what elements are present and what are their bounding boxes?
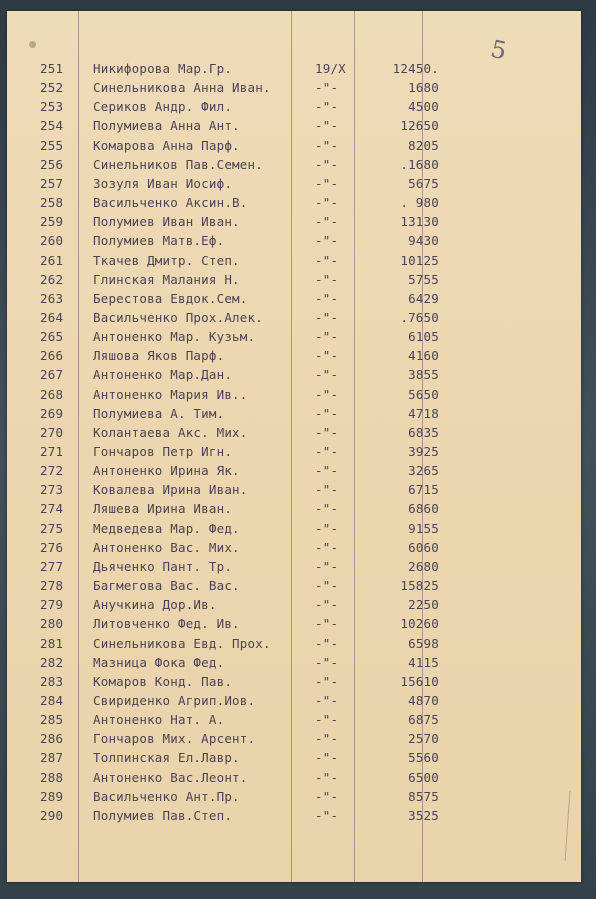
row-date: -"- bbox=[315, 348, 339, 364]
row-amount: . 980 bbox=[400, 195, 439, 211]
row-number: 274 bbox=[40, 501, 64, 517]
row-name: Свириденко Агрип.Иов. bbox=[93, 692, 256, 708]
row-date: -"- bbox=[315, 99, 339, 115]
row-number: 268 bbox=[40, 386, 64, 402]
row-amount: 4115 bbox=[408, 654, 439, 670]
row-number: 277 bbox=[40, 558, 64, 574]
ledger-row bbox=[7, 404, 581, 423]
ledger-row bbox=[7, 519, 581, 538]
row-name: Дьяченко Пант. Тр. bbox=[93, 558, 233, 574]
row-number: 251 bbox=[40, 61, 64, 76]
row-date: -"- bbox=[315, 616, 339, 632]
row-date: -"- bbox=[315, 195, 339, 211]
row-number: 279 bbox=[40, 597, 64, 613]
ledger-row bbox=[7, 691, 581, 710]
row-amount: 6835 bbox=[408, 424, 439, 440]
row-name: Антоненко Ирина Як. bbox=[93, 463, 240, 479]
ledger-row bbox=[7, 480, 581, 499]
row-date: -"- bbox=[315, 769, 339, 785]
row-date: -"- bbox=[315, 156, 339, 172]
ledger-row bbox=[7, 461, 581, 480]
row-number: 259 bbox=[40, 214, 64, 230]
row-date: -"- bbox=[315, 424, 339, 440]
row-number: 265 bbox=[40, 329, 64, 345]
row-name: Ковалева Ирина Иван. bbox=[93, 482, 248, 498]
row-amount: .1680 bbox=[400, 156, 439, 172]
row-number: 280 bbox=[40, 616, 64, 632]
ledger-row bbox=[7, 538, 581, 557]
ledger-row bbox=[7, 423, 581, 442]
row-amount: 10125 bbox=[400, 252, 439, 268]
row-name: Литовченко Фед. Ив. bbox=[93, 616, 240, 632]
row-date: -"- bbox=[315, 405, 339, 421]
row-amount: 6715 bbox=[408, 482, 439, 498]
punch-mark bbox=[29, 41, 36, 48]
ledger-row bbox=[7, 193, 581, 212]
row-number: 284 bbox=[40, 692, 64, 708]
row-date: -"- bbox=[315, 214, 339, 230]
row-name: Синельникова Анна Иван. bbox=[93, 80, 271, 96]
row-name: Васильченко Прох.Алек. bbox=[93, 309, 263, 325]
row-date: -"- bbox=[315, 558, 339, 574]
row-number: 264 bbox=[40, 309, 64, 325]
ledger-row bbox=[7, 729, 581, 748]
row-name: Антоненко Вас.Леонт. bbox=[93, 769, 248, 785]
row-name: Колантаева Акс. Мих. bbox=[93, 424, 248, 440]
ledger-row bbox=[7, 787, 581, 806]
row-name: Антоненко Мар.Дан. bbox=[93, 367, 233, 383]
row-number: 283 bbox=[40, 673, 64, 689]
row-amount: 15825 bbox=[400, 578, 439, 594]
row-amount: 6598 bbox=[408, 635, 439, 651]
ledger-row bbox=[7, 653, 581, 672]
row-date: -"- bbox=[315, 539, 339, 555]
row-name: Полумиев Иван Иван. bbox=[93, 214, 240, 230]
row-number: 253 bbox=[40, 99, 64, 115]
row-name: Полумиева Анна Ант. bbox=[93, 118, 240, 134]
row-amount: 3525 bbox=[408, 807, 439, 823]
row-name: Глинская Малания Н. bbox=[93, 271, 240, 287]
ledger-row bbox=[7, 231, 581, 250]
row-amount: 5755 bbox=[408, 271, 439, 287]
row-amount: 4870 bbox=[408, 692, 439, 708]
row-name: Берестова Евдок.Сем. bbox=[93, 290, 248, 306]
row-date: -"- bbox=[315, 118, 339, 134]
row-name: Комарова Анна Парф. bbox=[93, 137, 240, 153]
ledger-row bbox=[7, 806, 581, 825]
row-number: 260 bbox=[40, 233, 64, 249]
row-number: 258 bbox=[40, 195, 64, 211]
row-amount: 6060 bbox=[408, 539, 439, 555]
ledger-row bbox=[7, 78, 581, 97]
row-number: 252 bbox=[40, 80, 64, 96]
row-number: 271 bbox=[40, 444, 64, 459]
row-amount: 4160 bbox=[408, 348, 439, 364]
ledger-row bbox=[7, 768, 581, 787]
row-date: -"- bbox=[315, 750, 339, 766]
ledger-row bbox=[7, 634, 581, 653]
row-amount: 5675 bbox=[408, 175, 439, 191]
row-amount: 4718 bbox=[408, 405, 439, 421]
row-number: 256 bbox=[40, 156, 64, 172]
row-date: -"- bbox=[315, 635, 339, 651]
ledger-row bbox=[7, 270, 581, 289]
row-amount: 9430 bbox=[408, 233, 439, 249]
row-amount: 5650 bbox=[408, 386, 439, 402]
row-number: 270 bbox=[40, 424, 64, 440]
row-number: 281 bbox=[40, 635, 64, 651]
row-name: Синельникова Евд. Прох. bbox=[93, 635, 271, 651]
ledger-row bbox=[7, 251, 581, 270]
row-name: Медведева Мар. Фед. bbox=[93, 520, 240, 536]
row-number: 290 bbox=[40, 807, 64, 823]
row-amount: 3265 bbox=[408, 463, 439, 479]
row-name: Зозуля Иван Иосиф. bbox=[93, 175, 233, 191]
row-date: -"- bbox=[315, 463, 339, 479]
row-amount: 3925 bbox=[408, 444, 439, 459]
row-date: -"- bbox=[315, 597, 339, 613]
row-amount: 12450. bbox=[392, 61, 439, 76]
row-name: Гончаров Мих. Арсент. bbox=[93, 731, 256, 747]
row-number: 287 bbox=[40, 750, 64, 766]
row-number: 255 bbox=[40, 137, 64, 153]
row-name: Комаров Конд. Пав. bbox=[93, 673, 233, 689]
row-name: Толпинская Ел.Лавр. bbox=[93, 750, 240, 766]
row-date: -"- bbox=[315, 673, 339, 689]
row-amount: 4500 bbox=[408, 99, 439, 115]
row-number: 285 bbox=[40, 712, 64, 728]
ledger-row bbox=[7, 748, 581, 767]
row-date: -"- bbox=[315, 386, 339, 402]
ledger-row bbox=[7, 308, 581, 327]
row-number: 289 bbox=[40, 788, 64, 804]
ledger-row bbox=[7, 614, 581, 633]
ledger-row bbox=[7, 59, 581, 78]
ledger-row bbox=[7, 116, 581, 135]
ledger-row bbox=[7, 365, 581, 384]
ledger-row bbox=[7, 710, 581, 729]
row-name: Васильченко Аксин.В. bbox=[93, 195, 248, 211]
row-date: -"- bbox=[315, 329, 339, 345]
ledger-row bbox=[7, 442, 581, 461]
row-date: -"- bbox=[315, 309, 339, 325]
row-date: -"- bbox=[315, 482, 339, 498]
row-name: Васильченко Ант.Пр. bbox=[93, 788, 240, 804]
row-name: Сериков Андр. Фил. bbox=[93, 99, 233, 115]
row-date: -"- bbox=[315, 654, 339, 670]
row-name: Мазница Фока Фед. bbox=[93, 654, 225, 670]
row-date: -"- bbox=[315, 712, 339, 728]
row-name: Полумиев Матв.Еф. bbox=[93, 233, 225, 249]
row-date: -"- bbox=[315, 252, 339, 268]
row-amount: 6875 bbox=[408, 712, 439, 728]
ledger-row bbox=[7, 595, 581, 614]
row-date: -"- bbox=[315, 175, 339, 191]
row-name: Ляшова Яков Парф. bbox=[93, 348, 225, 364]
row-date: -"- bbox=[315, 501, 339, 517]
row-name: Антоненко Мария Ив.. bbox=[93, 386, 248, 402]
row-date: 19/X bbox=[315, 61, 346, 76]
row-name: Ляшева Ирина Иван. bbox=[93, 501, 233, 517]
margin-note: 5 bbox=[488, 34, 510, 66]
row-number: 278 bbox=[40, 578, 64, 594]
row-number: 288 bbox=[40, 769, 64, 785]
row-amount: 13130 bbox=[400, 214, 439, 230]
ledger-row bbox=[7, 97, 581, 116]
row-number: 261 bbox=[40, 252, 64, 268]
row-date: -"- bbox=[315, 290, 339, 306]
row-date: -"- bbox=[315, 80, 339, 96]
row-amount: 15610 bbox=[400, 673, 439, 689]
row-name: Анучкина Дор.Ив. bbox=[93, 597, 217, 613]
row-date: -"- bbox=[315, 520, 339, 536]
ledger-row bbox=[7, 212, 581, 231]
ledger-row bbox=[7, 289, 581, 308]
row-name: Гончаров Петр Игн. bbox=[93, 444, 233, 459]
row-date: -"- bbox=[315, 137, 339, 153]
row-amount: 2570 bbox=[408, 731, 439, 747]
row-name: Антоненко Мар. Кузьм. bbox=[93, 329, 256, 345]
row-number: 282 bbox=[40, 654, 64, 670]
ledger-row bbox=[7, 576, 581, 595]
row-number: 263 bbox=[40, 290, 64, 306]
row-number: 276 bbox=[40, 539, 64, 555]
row-amount: 6500 bbox=[408, 769, 439, 785]
row-amount: 6860 bbox=[408, 501, 439, 517]
row-number: 269 bbox=[40, 405, 64, 421]
ledger-row bbox=[7, 136, 581, 155]
row-amount: 3855 bbox=[408, 367, 439, 383]
row-amount: 6105 bbox=[408, 329, 439, 345]
row-amount: 1680 bbox=[408, 80, 439, 96]
ledger-row bbox=[7, 346, 581, 365]
row-date: -"- bbox=[315, 692, 339, 708]
ledger-row bbox=[7, 174, 581, 193]
row-amount: 2680 bbox=[408, 558, 439, 574]
row-name: Антоненко Вас. Мих. bbox=[93, 539, 240, 555]
row-date: -"- bbox=[315, 233, 339, 249]
ledger-row bbox=[7, 327, 581, 346]
row-date: -"- bbox=[315, 807, 339, 823]
row-date: -"- bbox=[315, 271, 339, 287]
row-name: Синельников Пав.Семен. bbox=[93, 156, 263, 172]
row-name: Багмегова Вас. Вас. bbox=[93, 578, 240, 594]
row-date: -"- bbox=[315, 578, 339, 594]
ledger-row bbox=[7, 557, 581, 576]
document-page bbox=[7, 11, 581, 882]
ledger-row bbox=[7, 385, 581, 404]
row-number: 286 bbox=[40, 731, 64, 747]
row-amount: 8575 bbox=[408, 788, 439, 804]
row-amount: 2250 bbox=[408, 597, 439, 613]
row-amount: .7650 bbox=[400, 309, 439, 325]
ledger-row bbox=[7, 499, 581, 518]
row-date: -"- bbox=[315, 367, 339, 383]
row-date: -"- bbox=[315, 444, 339, 459]
row-number: 267 bbox=[40, 367, 64, 383]
row-name: Полумиева А. Тим. bbox=[93, 405, 225, 421]
row-number: 254 bbox=[40, 118, 64, 134]
row-name: Ткачев Дмитр. Степ. bbox=[93, 252, 240, 268]
row-date: -"- bbox=[315, 731, 339, 747]
row-name: Антоненко Нат. А. bbox=[93, 712, 225, 728]
row-number: 257 bbox=[40, 175, 64, 191]
row-number: 272 bbox=[40, 463, 64, 479]
row-name: Полумиев Пав.Степ. bbox=[93, 807, 233, 823]
row-date: -"- bbox=[315, 788, 339, 804]
row-amount: 9155 bbox=[408, 520, 439, 536]
ledger-row bbox=[7, 672, 581, 691]
row-amount: 6429 bbox=[408, 290, 439, 306]
row-name: Никифорова Мар.Гр. bbox=[93, 61, 233, 76]
row-number: 266 bbox=[40, 348, 64, 364]
row-number: 262 bbox=[40, 271, 64, 287]
row-number: 273 bbox=[40, 482, 64, 498]
row-amount: 10260 bbox=[400, 616, 439, 632]
row-amount: 5560 bbox=[408, 750, 439, 766]
row-amount: 8205 bbox=[408, 137, 439, 153]
ledger-row bbox=[7, 155, 581, 174]
row-amount: 12650 bbox=[400, 118, 439, 134]
row-number: 275 bbox=[40, 520, 64, 536]
